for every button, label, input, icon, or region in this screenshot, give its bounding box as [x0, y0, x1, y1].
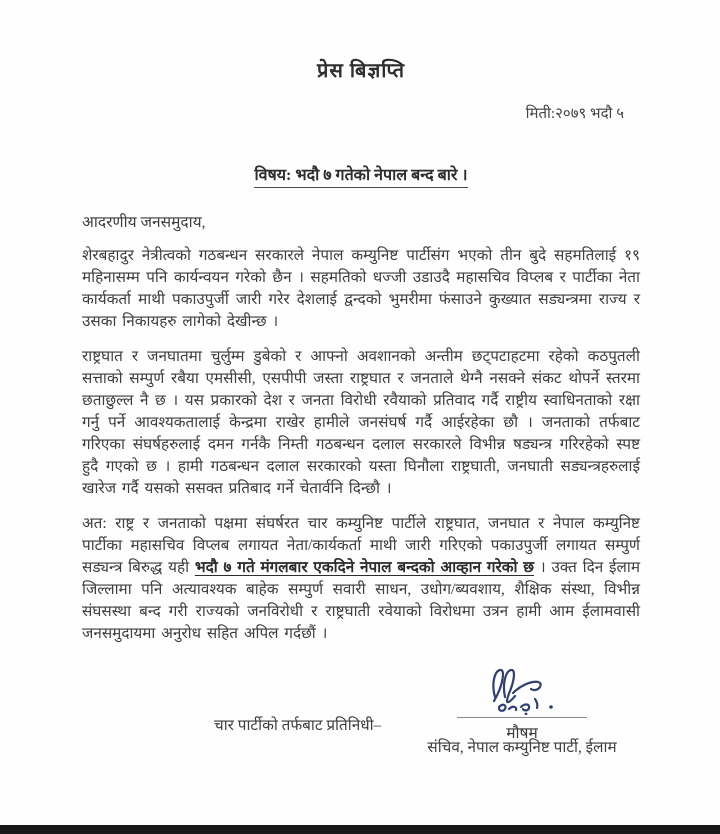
representative-label: चार पार्टीको तर्फबाट प्रतिनिधी–: [214, 717, 382, 734]
body-paragraph-2: राष्ट्रघात र जनघातमा चुर्लुम्म डुबेको र आफ्नो अवशानको अन्तीम छट्पटाहटमा रहेको कठपुतली सत्ताको सम्पुर्ण रबैया एमसीसी, एसपीपी जस्ता राष्ट्रघात र जनताले थेग्नै नसक्ने संकट थोपर्ने स्तरमा छताछुल्ल नै छ । यस प्रकारको देश र जनता विरोधी रवैयाको प्रतिवाद गर्दै राष्ट्रीय स्वाधिनताको रक्षा गर्नु पर्ने आवश्यकतालाई केन्द्रमा राखेर हामीले जनसंघर्ष गर्दै आईरहेका छौ । जनताको तर्फबाट गरिएका संघर्षहरुलाई दमन गर्नकै निम्ती गठबन्धन दलाल सरकारले विभीन्न षड्यन्त्र गरिरहेको स्पष्ट हुदै गएको छ । हामी गठबन्धन दलाल सरकारको यस्ता घिनौला राष्ट्रघाती, जनघाती सड्यन्त्रहरुलाई खारेज गर्दै यसको ससक्त प्रतिबाद गर्ने चेतार्वनि दिन्छौ ।: [82, 348, 640, 497]
paragraph-3-tail: । उक्त दिन ईलाम जिल्लामा पनि अत्यावश्यक बाहेक सम्पुर्ण सवारी साधन, उधोग/ब्यवशाय, शैक्षिक संस्था, विभीन्न संघसस्था बन्द गरी राज्यको जनविरोधी र राष्ट्रघाती रवेयाको विरोधमा उत्रन हामी आम ईलामवासी जनसमुदायमा अनुरोध सहित अपिल गर्दछौं ।: [82, 559, 641, 642]
salutation: आदरणीय जनसमुदाय,: [82, 214, 206, 231]
subject-line: विषय: भदौ ७ गतेको नेपाल बन्द बारे ।: [254, 163, 467, 188]
signatory-designation: संचिव, नेपाल कम्युनिष्ट पार्टी, ईलाम: [427, 739, 617, 756]
scan-edge-bar: [0, 825, 720, 834]
signature-area: [82, 663, 640, 803]
subject-line-wrap: [82, 163, 640, 188]
signatory-name: मौषम: [506, 725, 538, 742]
body-paragraph-1: शेरबहादुर नेत्रीत्वको गठबन्धन सरकारले नेपाल कम्युनिष्ट पार्टीसंग भएको तीन बुदे सहमतिलाई १९ महिनासम्म पनि कार्यन्वयन गरेको छैन । सहमतिको धज्जी उडाउदै महासचिव विप्लब र पार्टीका नेता कार्यकर्ता माथी पकाउपुर्जी जारी गरेर देशलाई द्वन्दको भुमरीमा फंसाउने कुख्यात सड्यन्त्रमा राज्य र उसका निकायहरु लागेको देखीन्छ ।: [82, 247, 640, 330]
bandh-announcement-emphasis: भदौ ७ गते मंगलबार एकदिने नेपाल बन्दको आव्हान गरेको छ: [194, 559, 535, 576]
document-title: प्रेस बिज्ञप्ति: [316, 60, 406, 82]
handwritten-signature-icon: [447, 663, 597, 715]
paragraph-3-lead: अत: राष्ट्र र जनताको पक्षमा संघर्षरत चार कम्युनिष्ट पार्टीले राष्ट्रघात, जनघात र नेपाल कम्युनिष्ट पार्टीका महासचिव विप्लब लगायत नेता/कार्यकर्ता माथी जारी गरिएको पकाउपुर्जी लगायत सम्पुर्ण सड्यन्त्र बिरुद्ध यही: [82, 515, 640, 576]
signature-block: [412, 663, 632, 743]
body-paragraph-3: [82, 513, 640, 645]
document-date: मिती:२०७९ भदौ ५: [525, 106, 624, 122]
signature-underline: [457, 717, 587, 718]
